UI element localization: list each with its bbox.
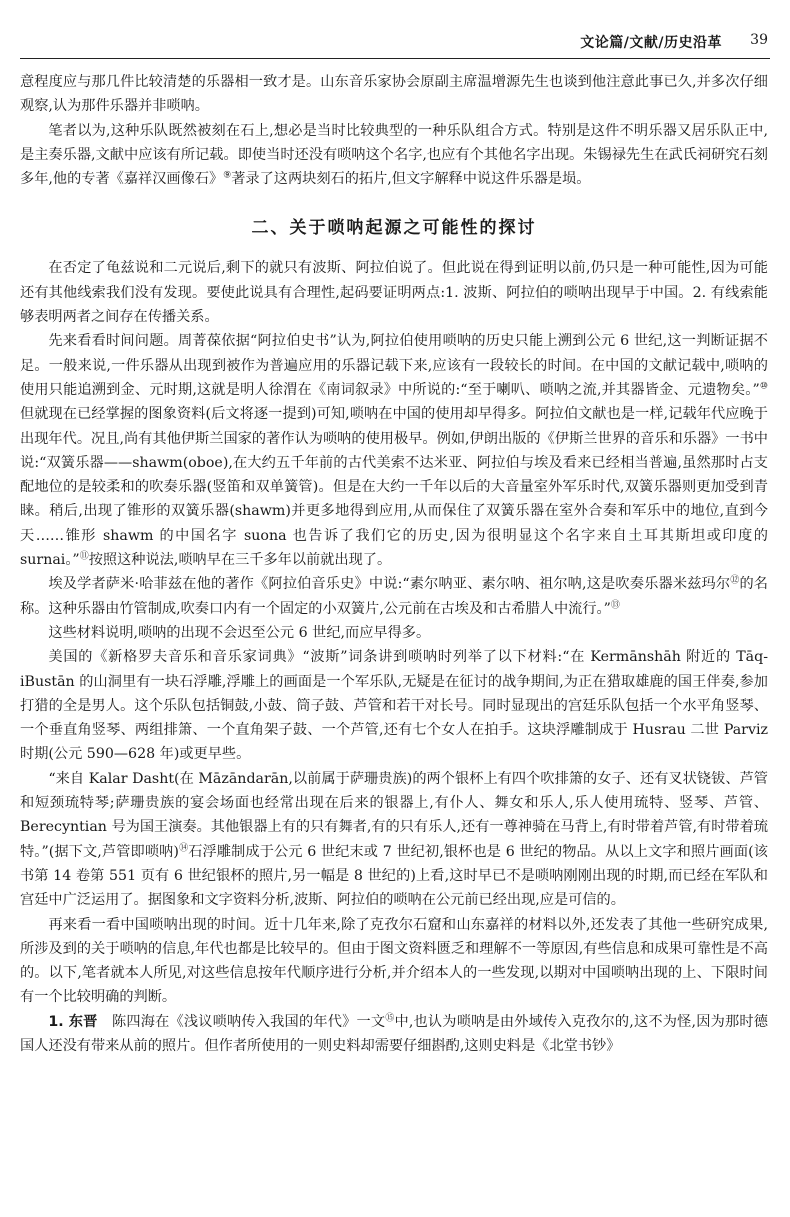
text-run: 先来看看时间问题。周菁葆依据“阿拉伯史书”认为,阿拉伯使用唢呐的历史只能上溯到公元 6 世纪,这一判断证据不足。一般来说,一件乐器从出现到被作为普遍应用的乐器记载下来,应该有一段较长的时间。在中国的文献记载中,唢呐的使用只能追溯到金、元时期,这就是明人徐渭在《南词叙录》中所说的:“至于喇叭、唢呐之流,并其器皆金、元遗物矣。” — [20, 333, 768, 398]
footnote-ref: ⑪ — [79, 551, 89, 562]
text-run: 美国的《新格罗夫音乐和音乐家词典》“波斯”词条讲到唢呐时列举了以下材料:“在 Kermānshāh 附近的 Tāq-iBustān 的山洞里有一块石浮雕,浮雕上的画面是一个军乐队,无疑是在征讨的战争期间,为正在猎取雄鹿的国王伴奏,参加打猎的全是男人。这个乐队包括铜鼓,小鼓、筒子鼓、芦管和若干对长号。同时显现出的宫廷乐队包括一个水平角竖琴、一个垂直角竖琴、两组排箫、一个直角架子鼓、一个芦管,还有七个女人在拍手。这块浮雕制成于 Husrau 二世 Parviz 时期(公元 590—628 年)或更早些。 — [20, 649, 768, 763]
text-run: 中,也认为唢呐是由外域传入克孜尔的,这不为怪,因为那时德国人还没有带来从前的照片。但作者所使用的一则史料却需要仔细斟酌,这则史料是《北堂书钞》 — [20, 1013, 768, 1054]
text-run: 埃及学者萨米·哈菲兹在他的著作《阿拉伯音乐史》中说:“素尔呐亚、素尔呐、祖尔呐,这是吹奏乐器米兹玛尔 — [48, 576, 731, 593]
text-run: 在否定了龟兹说和二元说后,剩下的就只有波斯、阿拉伯说了。但此说在得到证明以前,仍只是一种可能性,因为可能还有其他线索我们没有发现。要使此说具有合理性,起码要证明两点:1. 波斯、阿拉伯的唢呐出现早于中国。2. 有线索能够表明两者之间存在传播关系。 — [20, 260, 768, 326]
text-run: 陈四海在《浅议唢呐传入我国的年代》一文 — [97, 1013, 386, 1030]
paragraph-p3 — [20, 256, 768, 329]
text-run: 著录了这两块刻石的拓片,但文字解释中说这件乐器是埙。 — [231, 171, 591, 188]
text-run: 但就现在已经掌握的图象资料(后文将逐一提到)可知,唢呐在中国的使用却早得多。阿拉伯文献也是一样,记载年代应晚于出现年代。况且,尚有其他伊斯兰国家的著作认为唢呐的使用极早。例如,伊朗出版的《伊斯兰世界的音乐和乐器》一书中说:“双簧乐器——shawm(oboe),在大约五千年前的古代美索不达米亚、阿拉伯与埃及看来已经相当普遍,虽然那时占支配地位的是较柔和的吹奏乐器(竖笛和双单簧管)。但是在大约一千年以后的大音量室外军乐时代,双簧乐器则更加受到青睐。稍后,出现了锥形的双簧乐器(shawm)并更多地得到应用,从而保住了双簧乐器在室外合奏和军乐中的地位,直到今天……锥形 shawm 的中国名字 suona 也告诉了我们它的历史,因为很明显这个名字来自土耳其斯坦或印度的 surnai。” — [20, 406, 768, 569]
paragraph-p9 — [20, 913, 768, 1010]
footnote-ref: ⑩ — [759, 381, 768, 392]
text-run: 石浮雕制成于公元 6 世纪末或 7 世纪初,银杯也是 6 世纪的物品。从以上文字和照片画面(该书第 14 卷第 551 页有 6 世纪银杯的照片,另一幅是 8 世纪的)上看,这时早已不是唢呐刚刚出现的时期,而已经在军队和宫廷中广泛运用了。据图象和文字资料分析,波斯、阿拉伯的唢呐在公元前已经出现,应是可信的。 — [20, 843, 768, 909]
footnote-ref: ⑨ — [223, 170, 232, 181]
subsection-label: 1. 东晋 — [48, 1013, 98, 1030]
text-run: 意程度应与那几件比较清楚的乐器相一致才是。山东音乐家协会原副主席温增源先生也谈到他注意此事已久,并多次仔细观察,认为那件乐器并非唢呐。 — [20, 74, 768, 115]
paragraph-p5 — [20, 572, 768, 621]
paragraph-p4 — [20, 329, 768, 572]
text-run: 笔者以为,这种乐队既然被刻在石上,想必是当时比较典型的一种乐队组合方式。特别是这件不明乐器又居乐队正中,是主奏乐器,文献中应该有所记载。即使当时还没有唢呐这个名字,也应有个其他名字出现。朱锡禄先生在武氏祠研究石刻多年,他的专著《嘉祥汉画像石》 — [20, 122, 768, 188]
text-run: 这些材料说明,唢呐的出现不会迟至公元 6 世纪,而应早得多。 — [48, 624, 431, 641]
paragraph-p7 — [20, 645, 768, 766]
running-header — [20, 26, 770, 59]
paragraph-p6 — [20, 621, 768, 645]
section-title: 二、关于唢呐起源之可能性的探讨 — [251, 218, 537, 239]
text-run: 按照这种说法,唢呐早在三千多年以前就出现了。 — [88, 552, 392, 569]
paragraph-p8 — [20, 767, 768, 913]
footnote-ref: ⑭ — [178, 842, 189, 853]
paragraph-p1 — [20, 70, 768, 119]
text-run: 再来看一看中国唢呐出现的时间。近十几年来,除了克孜尔石窟和山东嘉祥的材料以外,还发表了其他一些研究成果,所涉及到的关于唢呐的信息,年代也都是比较早的。但由于图文资料匮乏和理解不一等原因,有些信息和成果可靠性是不高的。以下,笔者就本人所见,对这些信息按年代顺序进行分析,并介绍本人的一些发现,以期对中国唢呐出现的上、下限时间有一个比较明确的判断。 — [20, 916, 768, 1006]
footnote-ref: ⑫ — [730, 575, 740, 586]
text-run: “来自 Kalar Dasht(在 Māzāndarān,以前属于萨珊贵族)的两个银杯上有四个吹排箫的女子、还有叉状铙钹、芦管和短颈琉特琴;萨珊贵族的宴会场面也经常出现在后来的银器上,有仆人、舞女和乐人,乐人使用琉特、竖琴、芦管、Berecyntian 号为国王演奏。其他银器上有的只有舞者,有的只有乐人,还有一尊神骑在马背上,有时带着芦管,有时带着琉特。”(据下文,芦管即唢呐) — [20, 770, 768, 860]
text-run: 的名称。这种乐器由竹管制成,吹奏口内有一个固定的小双簧片,公元前在古埃及和古希腊人中流行。” — [20, 576, 768, 617]
footnote-ref: ⑬ — [610, 599, 620, 610]
page-number: 39 — [750, 32, 768, 48]
running-title: 文论篇/文献/历史沿革 — [580, 35, 722, 51]
article-body — [20, 70, 768, 1058]
paragraph-p2 — [20, 119, 768, 192]
footnote-ref: ⑮ — [385, 1012, 395, 1023]
paragraph-p10 — [20, 1010, 768, 1059]
